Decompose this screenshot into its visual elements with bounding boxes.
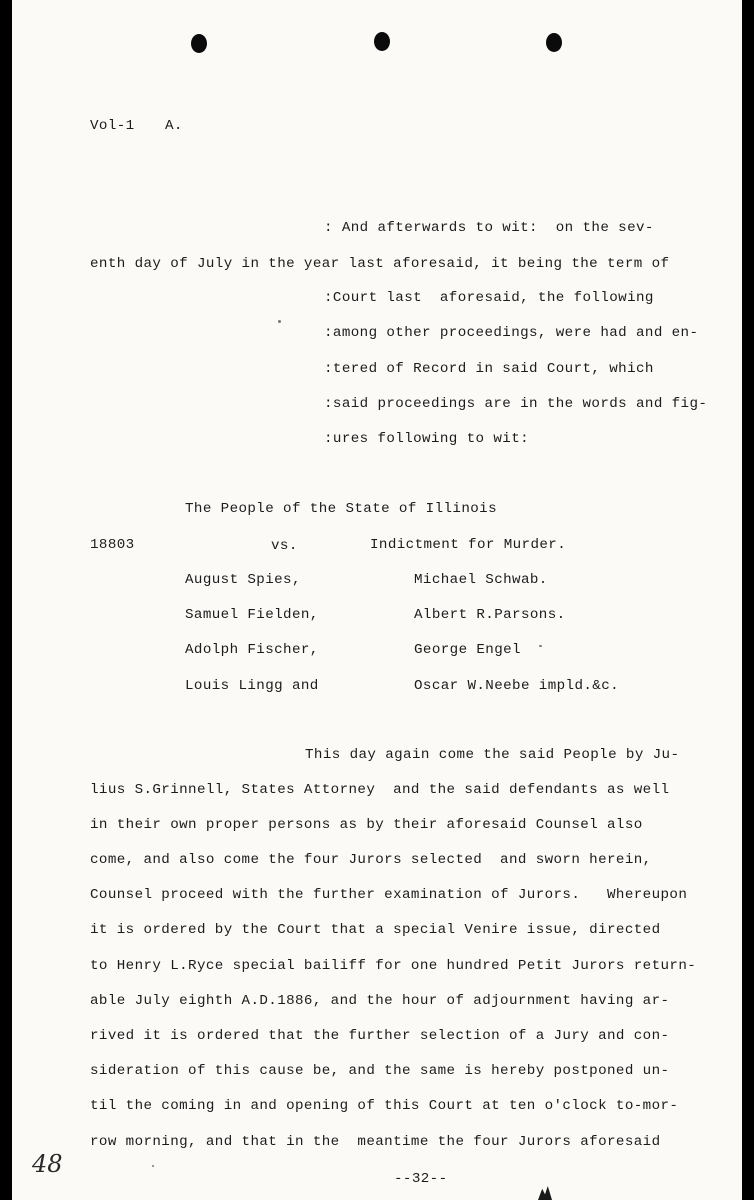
paper-speck	[278, 320, 281, 323]
intro-line: :ures following to wit:	[324, 431, 530, 447]
body-line: til the coming in and opening of this Court at ten o'clock to-mor-	[90, 1098, 679, 1114]
defendant-name: August Spies,	[185, 572, 301, 588]
defendant-name: Samuel Fielden,	[185, 607, 319, 623]
paper-speck	[539, 645, 542, 647]
body-line: sideration of this cause be, and the same is hereby postponed un-	[90, 1063, 670, 1079]
defendant-name: Albert R.Parsons.	[414, 607, 566, 623]
body-line: in their own proper persons as by their aforesaid Counsel also	[90, 817, 643, 833]
defendant-name: Oscar W.Neebe impld.&c.	[414, 678, 620, 694]
defendant-name: Adolph Fischer,	[185, 642, 319, 658]
punch-hole-center	[374, 32, 390, 51]
caption-plaintiff: The People of the State of Illinois	[185, 501, 497, 517]
body-line: able July eighth A.D.1886, and the hour of adjournment having ar-	[90, 993, 670, 1009]
margin-note-handwritten: 48	[32, 1150, 63, 1178]
intro-line: : And afterwards to wit: on the sev-	[324, 220, 654, 236]
volume-marker: A.	[165, 118, 183, 134]
defendant-name: George Engel	[414, 642, 521, 658]
punch-hole-right	[546, 33, 562, 52]
caption-charge: Indictment for Murder.	[370, 537, 567, 553]
intro-line: :said proceedings are in the words and fig-	[324, 396, 708, 412]
intro-line: :Court last aforesaid, the following	[324, 290, 654, 306]
body-line: This day again come the said People by Ju-	[305, 747, 680, 763]
defendant-name: Michael Schwab.	[414, 572, 548, 588]
case-number: 18803	[90, 537, 135, 553]
intro-line: enth day of July in the year last aforesaid, it being the term of	[90, 256, 670, 272]
ink-mark	[538, 1186, 552, 1200]
body-line: Counsel proceed with the further examination of Jurors. Whereupon	[90, 887, 688, 903]
page-number: --32--	[394, 1171, 448, 1187]
body-line: it is ordered by the Court that a special Venire issue, directed	[90, 922, 661, 938]
caption-versus: vs.	[271, 538, 298, 554]
punch-hole-left	[191, 34, 207, 53]
body-line: rived it is ordered that the further selection of a Jury and con-	[90, 1028, 670, 1044]
intro-line: :tered of Record in said Court, which	[324, 361, 654, 377]
body-line: to Henry L.Ryce special bailiff for one hundred Petit Jurors return-	[90, 958, 697, 974]
volume-label: Vol-1	[90, 118, 135, 134]
body-line: row morning, and that in the meantime the four Jurors aforesaid	[90, 1134, 661, 1150]
body-line: lius S.Grinnell, States Attorney and the said defendants as well	[90, 782, 670, 798]
document-page	[12, 0, 742, 1200]
defendant-name: Louis Lingg and	[185, 678, 319, 694]
body-line: come, and also come the four Jurors selected and sworn herein,	[90, 852, 652, 868]
paper-speck	[152, 1165, 154, 1167]
intro-line: :among other proceedings, were had and en-	[324, 325, 699, 341]
